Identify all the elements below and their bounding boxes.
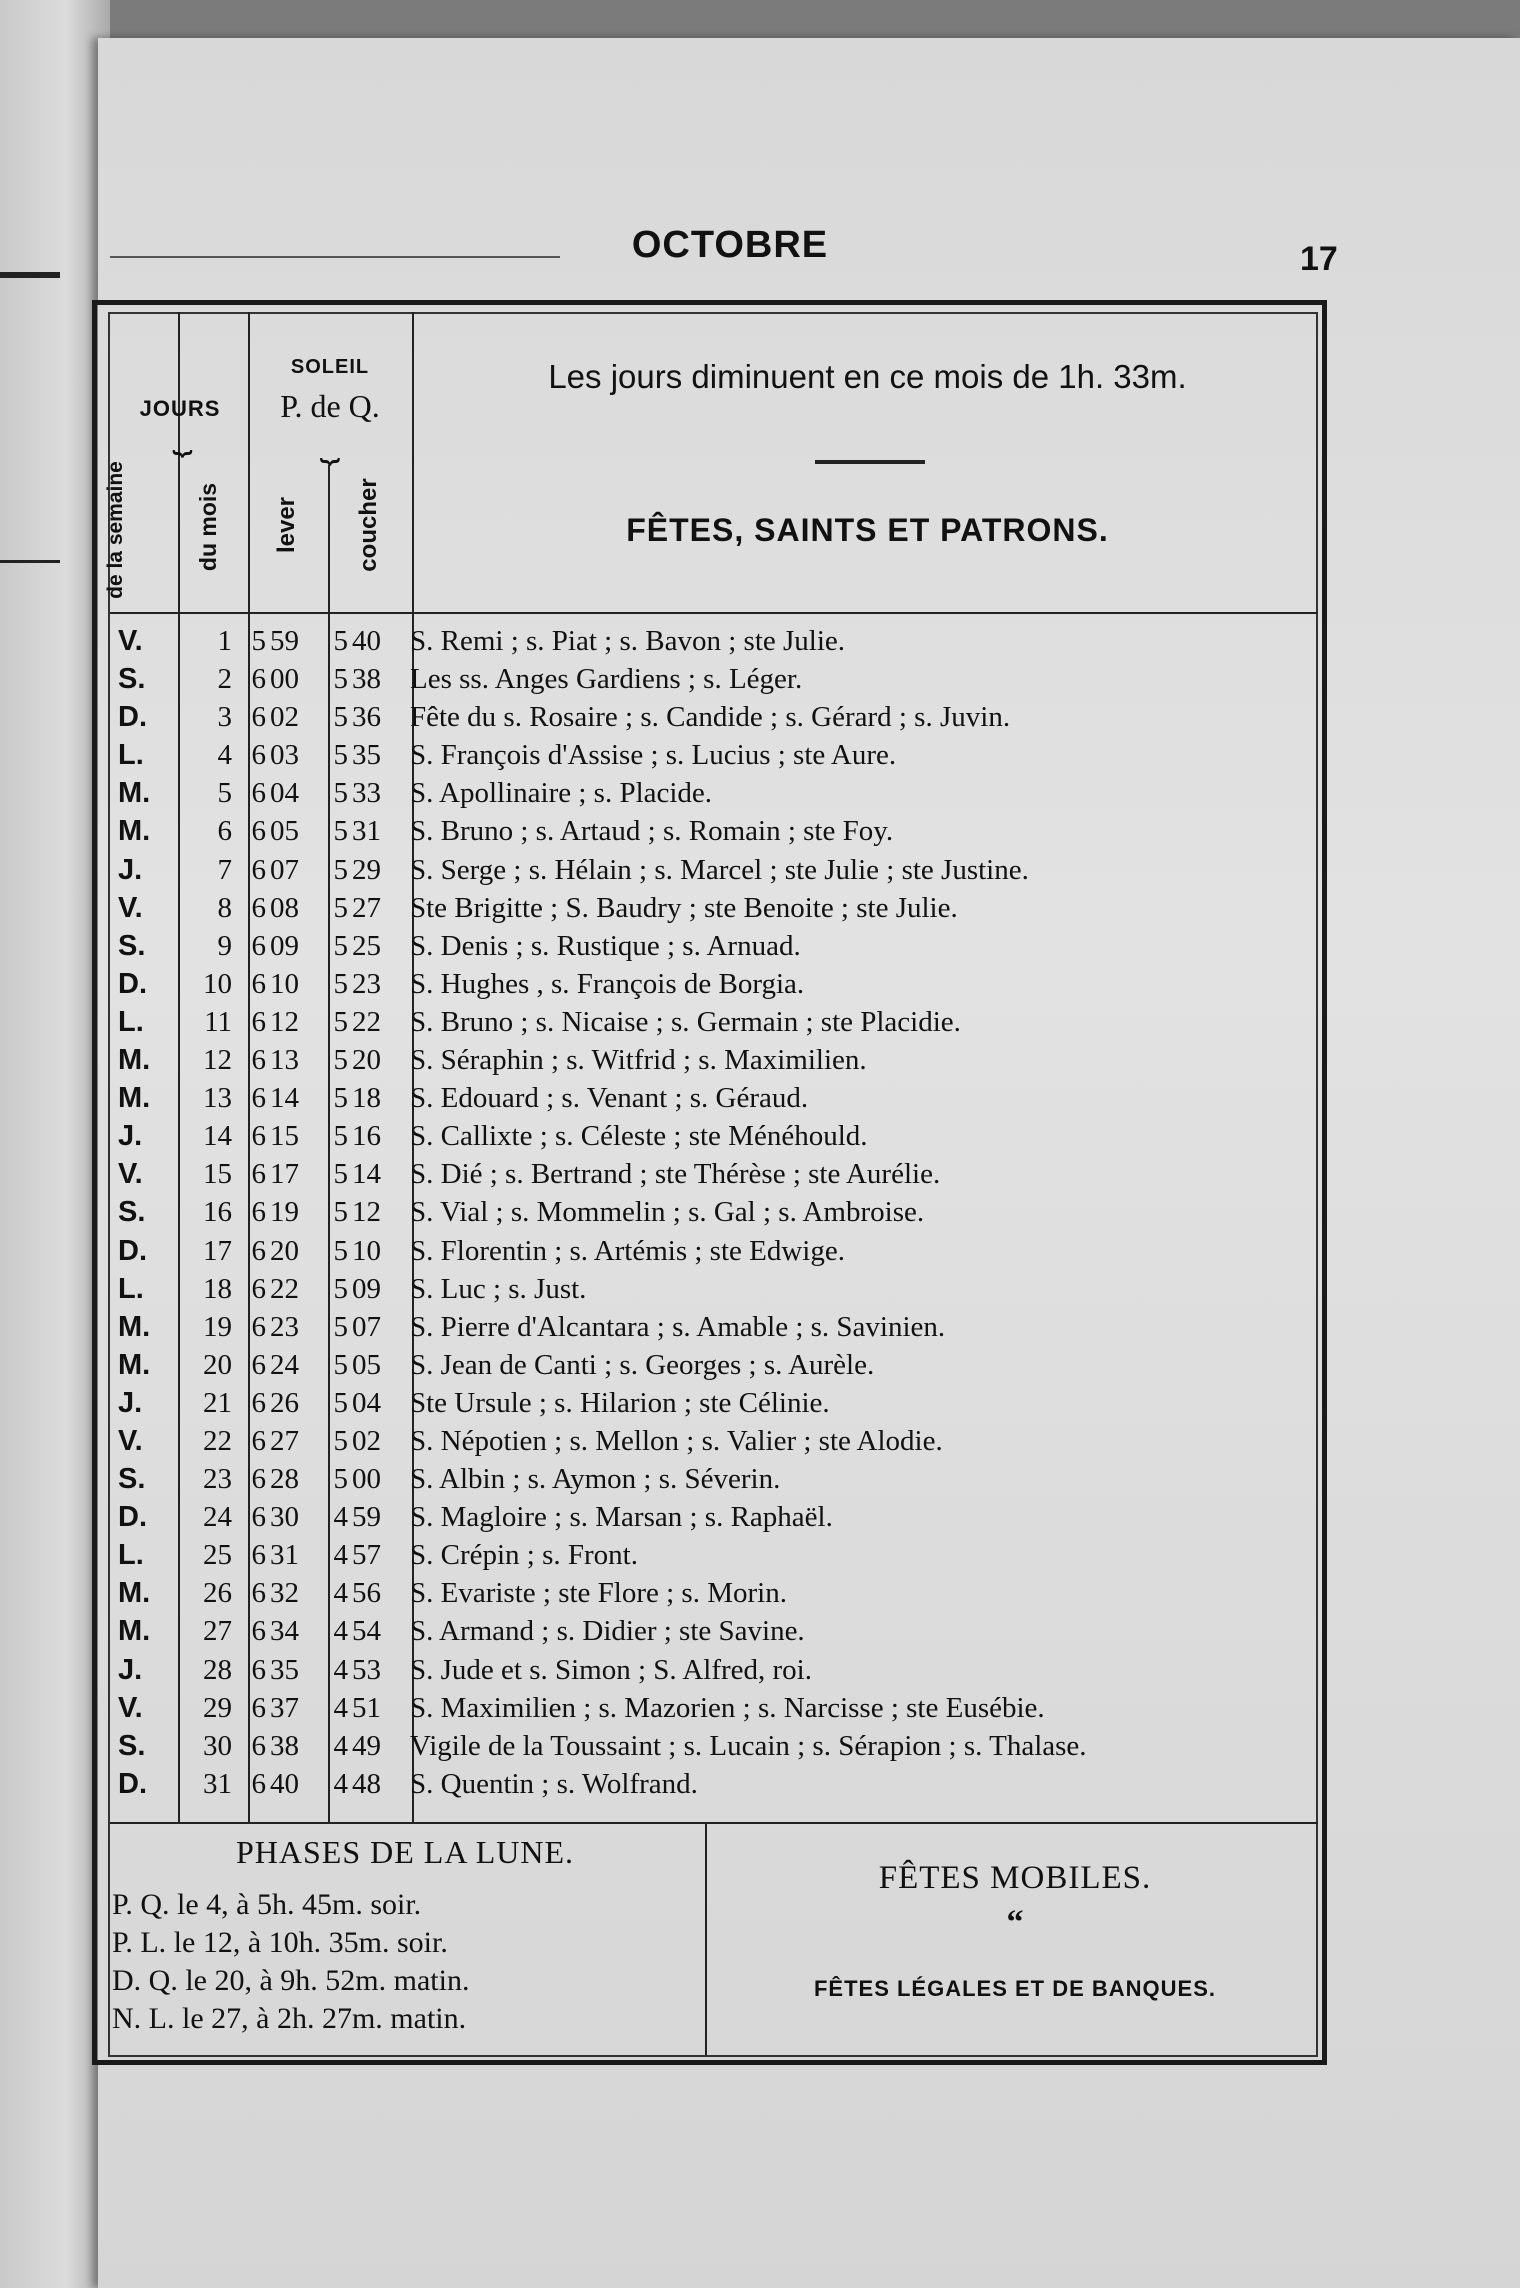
calendar-row xyxy=(110,1155,1325,1193)
sunrise-hour-cell: 6 xyxy=(251,1463,266,1496)
sunset-hour-cell: 5 xyxy=(333,701,348,734)
calendar-row xyxy=(110,1270,1325,1308)
sunset-minute-cell: 10 xyxy=(352,1234,381,1267)
sunset-minute-cell: 22 xyxy=(352,1005,381,1038)
lever-header: lever xyxy=(273,496,300,554)
sunset-minute-cell: 25 xyxy=(352,929,381,962)
sunset-hour-cell: 5 xyxy=(333,739,348,772)
sunrise-minute-cell: 24 xyxy=(270,1348,299,1381)
ditto-mark: “ xyxy=(1006,1904,1024,1941)
day-of-month-cell: 4 xyxy=(217,739,232,772)
saints-cell: S. Magloire ; s. Marsan ; s. Raphaël. xyxy=(410,1501,833,1534)
sunrise-hour-cell: 6 xyxy=(251,1615,266,1648)
sunset-hour-cell: 5 xyxy=(333,1044,348,1077)
page-number: 17 xyxy=(1300,240,1338,278)
day-of-month-cell: 26 xyxy=(203,1577,232,1610)
sunset-minute-cell: 59 xyxy=(352,1501,381,1534)
weekday-cell: V. xyxy=(118,625,143,657)
sunrise-hour-cell: 6 xyxy=(251,1691,266,1724)
saints-cell: S. Evariste ; ste Flore ; s. Morin. xyxy=(410,1577,787,1610)
day-of-month-cell: 17 xyxy=(203,1234,232,1267)
sunset-minute-cell: 04 xyxy=(352,1386,381,1419)
day-of-month-cell: 3 xyxy=(217,701,232,734)
day-of-month-cell: 30 xyxy=(203,1729,232,1762)
saints-cell: S. Edouard ; s. Venant ; s. Géraud. xyxy=(410,1082,809,1115)
calendar-row xyxy=(110,1117,1325,1155)
saints-cell: S. Luc ; s. Just. xyxy=(410,1272,587,1305)
day-of-month-cell: 24 xyxy=(203,1501,232,1534)
sunrise-hour-cell: 6 xyxy=(251,1386,266,1419)
calendar-row xyxy=(110,736,1325,774)
day-of-month-cell: 8 xyxy=(217,891,232,924)
calendar-row xyxy=(110,1003,1325,1041)
sunrise-minute-cell: 37 xyxy=(270,1691,299,1724)
intro-rule xyxy=(815,460,925,464)
calendar-row xyxy=(110,1346,1325,1384)
weekday-cell: M. xyxy=(118,1310,151,1343)
sunset-minute-cell: 31 xyxy=(352,815,381,848)
weekday-cell: J. xyxy=(118,1386,143,1419)
sunset-hour-cell: 4 xyxy=(333,1615,348,1648)
sunset-minute-cell: 48 xyxy=(352,1767,381,1800)
sunrise-hour-cell: 6 xyxy=(251,1539,266,1572)
saints-cell: S. Bruno ; s. Artaud ; s. Romain ; ste Foy. xyxy=(410,815,894,848)
sunset-hour-cell: 5 xyxy=(333,1196,348,1229)
sunrise-hour-cell: 6 xyxy=(251,1577,266,1610)
weekday-cell: V. xyxy=(118,1691,143,1724)
sunrise-hour-cell: 5 xyxy=(251,625,266,657)
sunset-minute-cell: 18 xyxy=(352,1082,381,1115)
sunset-hour-cell: 5 xyxy=(333,853,348,886)
saints-cell: S. Apollinaire ; s. Placide. xyxy=(410,777,713,810)
sunrise-minute-cell: 32 xyxy=(270,1577,299,1610)
day-of-month-cell: 10 xyxy=(203,967,232,1000)
calendar-row xyxy=(110,774,1325,812)
sunset-minute-cell: 02 xyxy=(352,1424,381,1457)
sunrise-hour-cell: 6 xyxy=(251,1120,266,1153)
sunset-hour-cell: 5 xyxy=(333,777,348,810)
sunrise-hour-cell: 6 xyxy=(251,1082,266,1115)
sunrise-hour-cell: 6 xyxy=(251,891,266,924)
moon-phase-line: D. Q. le 20, à 9h. 52m. matin. xyxy=(112,1964,470,1997)
sunset-hour-cell: 5 xyxy=(333,625,348,657)
calendar-row xyxy=(110,1689,1325,1727)
de-la-semaine-header: de la semaine xyxy=(104,461,127,599)
calendar-row xyxy=(110,1384,1325,1422)
footer-section xyxy=(110,1822,1320,2055)
weekday-cell: M. xyxy=(118,1577,151,1610)
sunrise-hour-cell: 6 xyxy=(251,1272,266,1305)
calendar-row xyxy=(110,1536,1325,1574)
saints-cell: S. Remi ; s. Piat ; s. Bavon ; ste Julie. xyxy=(410,625,846,657)
sunrise-minute-cell: 26 xyxy=(270,1386,299,1419)
sunset-minute-cell: 05 xyxy=(352,1348,381,1381)
sunset-minute-cell: 38 xyxy=(352,663,381,696)
soleil-header: SOLEIL xyxy=(290,356,370,378)
day-of-month-cell: 16 xyxy=(203,1196,232,1229)
sunrise-hour-cell: 6 xyxy=(251,1424,266,1457)
sunrise-minute-cell: 30 xyxy=(270,1501,299,1534)
calendar-row xyxy=(110,889,1325,927)
section-title: FÊTES, SAINTS ET PATRONS. xyxy=(626,512,1109,548)
sunrise-hour-cell: 6 xyxy=(251,663,266,696)
saints-cell: Fête du s. Rosaire ; s. Candide ; s. Gérard ; s. Juvin. xyxy=(410,701,1011,734)
calendar-row xyxy=(110,851,1325,889)
sunset-hour-cell: 4 xyxy=(333,1653,348,1686)
weekday-cell: D. xyxy=(118,1767,147,1800)
sunset-hour-cell: 5 xyxy=(333,1386,348,1419)
day-of-month-cell: 22 xyxy=(203,1424,232,1457)
sunrise-minute-cell: 22 xyxy=(270,1272,299,1305)
calendar-row xyxy=(110,1498,1325,1536)
day-of-month-cell: 7 xyxy=(217,853,232,886)
sunrise-minute-cell: 08 xyxy=(270,891,299,924)
sunset-hour-cell: 4 xyxy=(333,1539,348,1572)
sunrise-minute-cell: 27 xyxy=(270,1424,299,1457)
calendar-row xyxy=(110,1574,1325,1612)
weekday-cell: M. xyxy=(118,1348,151,1381)
day-of-month-cell: 14 xyxy=(203,1120,232,1153)
sunrise-hour-cell: 6 xyxy=(251,1501,266,1534)
sunrise-minute-cell: 02 xyxy=(270,701,299,734)
weekday-cell: M. xyxy=(118,1082,151,1115)
sunset-minute-cell: 36 xyxy=(352,701,381,734)
day-of-month-cell: 23 xyxy=(203,1463,232,1496)
sunset-hour-cell: 5 xyxy=(333,663,348,696)
sunrise-minute-cell: 17 xyxy=(270,1158,299,1191)
day-of-month-cell: 20 xyxy=(203,1348,232,1381)
saints-cell: S. Denis ; s. Rustique ; s. Arnuad. xyxy=(410,929,801,962)
sunset-hour-cell: 4 xyxy=(333,1501,348,1534)
sunset-hour-cell: 5 xyxy=(333,1424,348,1457)
day-of-month-cell: 29 xyxy=(203,1691,232,1724)
saints-cell: S. Callixte ; s. Céleste ; ste Ménéhould. xyxy=(410,1120,868,1153)
calendar-row xyxy=(110,1041,1325,1079)
saints-cell: S. Hughes , s. François de Borgia. xyxy=(410,967,805,1000)
sunset-hour-cell: 5 xyxy=(333,1120,348,1153)
sunset-hour-cell: 4 xyxy=(333,1691,348,1724)
du-mois-header: du mois xyxy=(195,482,221,572)
sunset-minute-cell: 53 xyxy=(352,1653,381,1686)
sunset-hour-cell: 4 xyxy=(333,1729,348,1762)
sunset-hour-cell: 5 xyxy=(333,1272,348,1305)
sunrise-hour-cell: 6 xyxy=(251,815,266,848)
weekday-cell: V. xyxy=(118,891,143,924)
calendar-row xyxy=(110,1422,1325,1460)
weekday-cell: D. xyxy=(118,1501,147,1534)
sunset-hour-cell: 5 xyxy=(333,815,348,848)
fetes-mobiles-title: FÊTES MOBILES. xyxy=(878,1860,1152,1896)
weekday-cell: J. xyxy=(118,853,143,886)
month-title: OCTOBRE xyxy=(631,224,829,266)
saints-cell: S. Jude et s. Simon ; S. Alfred, roi. xyxy=(410,1653,812,1686)
sunrise-hour-cell: 6 xyxy=(251,1310,266,1343)
sunrise-minute-cell: 10 xyxy=(270,967,299,1000)
calendar-row xyxy=(110,1765,1325,1803)
day-of-month-cell: 13 xyxy=(203,1082,232,1115)
calendar-row xyxy=(110,1079,1325,1117)
sunrise-minute-cell: 23 xyxy=(270,1310,299,1343)
sunrise-hour-cell: 6 xyxy=(251,1005,266,1038)
sunset-minute-cell: 16 xyxy=(352,1120,381,1153)
sunset-minute-cell: 07 xyxy=(352,1310,381,1343)
weekday-cell: S. xyxy=(118,1729,146,1762)
saints-cell: S. Quentin ; s. Wolfrand. xyxy=(410,1767,698,1800)
saints-cell: S. Maximilien ; s. Mazorien ; s. Narcisse ; ste Eusébie. xyxy=(410,1691,1045,1724)
day-of-month-cell: 11 xyxy=(204,1005,232,1038)
weekday-cell: D. xyxy=(118,967,147,1000)
sunset-hour-cell: 5 xyxy=(333,1348,348,1381)
moon-phase-line: P. Q. le 4, à 5h. 45m. soir. xyxy=(112,1888,422,1921)
calendar-row xyxy=(110,1193,1325,1231)
weekday-cell: L. xyxy=(118,1539,144,1572)
intro-text: Les jours diminuent en ce mois de 1h. 33m. xyxy=(548,358,1187,395)
sunrise-hour-cell: 6 xyxy=(251,1653,266,1686)
sunrise-minute-cell: 07 xyxy=(270,853,299,886)
moon-phase-line: P. L. le 12, à 10h. 35m. soir. xyxy=(112,1926,448,1959)
weekday-cell: J. xyxy=(118,1653,143,1686)
sunrise-minute-cell: 40 xyxy=(270,1767,299,1800)
calendar-row xyxy=(110,698,1325,736)
sunrise-hour-cell: 6 xyxy=(251,739,266,772)
saints-cell: Ste Brigitte ; S. Baudry ; ste Benoite ; ste Julie. xyxy=(410,891,958,924)
weekday-cell: M. xyxy=(118,815,151,848)
adjacent-page-rule xyxy=(0,560,60,563)
sunrise-minute-cell: 31 xyxy=(270,1539,299,1572)
adjacent-page-rule xyxy=(0,272,60,278)
weekday-cell: S. xyxy=(118,1196,146,1229)
sunset-hour-cell: 5 xyxy=(333,1310,348,1343)
sunset-minute-cell: 56 xyxy=(352,1577,381,1610)
day-of-month-cell: 31 xyxy=(203,1767,232,1800)
sunrise-minute-cell: 05 xyxy=(270,815,299,848)
weekday-cell: L. xyxy=(118,1272,144,1305)
saints-cell: Vigile de la Toussaint ; s. Lucain ; s. Sérapion ; s. Thalase. xyxy=(410,1729,1087,1762)
day-of-month-cell: 9 xyxy=(217,929,232,962)
sunset-hour-cell: 5 xyxy=(333,1005,348,1038)
sunrise-hour-cell: 6 xyxy=(251,701,266,734)
calendar-row xyxy=(110,622,1325,660)
calendar-row xyxy=(110,1232,1325,1270)
sunrise-minute-cell: 03 xyxy=(270,739,299,772)
day-of-month-cell: 5 xyxy=(217,777,232,810)
moon-phases-title: PHASES DE LA LUNE. xyxy=(235,1834,574,1870)
sunset-hour-cell: 5 xyxy=(333,967,348,1000)
sunrise-hour-cell: 6 xyxy=(251,967,266,1000)
saints-cell: Les ss. Anges Gardiens ; s. Léger. xyxy=(410,663,803,696)
sunrise-hour-cell: 6 xyxy=(251,1158,266,1191)
sunrise-minute-cell: 19 xyxy=(270,1196,299,1229)
sunset-minute-cell: 40 xyxy=(352,625,381,657)
sunset-minute-cell: 12 xyxy=(352,1196,381,1229)
jours-header: JOURS xyxy=(139,396,221,421)
sunset-minute-cell: 57 xyxy=(352,1539,381,1572)
sunset-hour-cell: 5 xyxy=(333,1082,348,1115)
sunrise-minute-cell: 09 xyxy=(270,929,299,962)
sunrise-minute-cell: 35 xyxy=(270,1653,299,1686)
sunrise-hour-cell: 6 xyxy=(251,929,266,962)
sunrise-minute-cell: 13 xyxy=(270,1044,299,1077)
sunset-minute-cell: 33 xyxy=(352,777,381,810)
saints-cell: Ste Ursule ; s. Hilarion ; ste Célinie. xyxy=(410,1386,830,1419)
sunrise-hour-cell: 6 xyxy=(251,1044,266,1077)
day-of-month-cell: 18 xyxy=(203,1272,232,1305)
day-of-month-cell: 28 xyxy=(203,1653,232,1686)
saints-cell: S. Jean de Canti ; s. Georges ; s. Aurèle. xyxy=(410,1348,875,1381)
header-divider xyxy=(110,612,1318,614)
sunset-hour-cell: 5 xyxy=(333,1158,348,1191)
sunset-minute-cell: 54 xyxy=(352,1615,381,1648)
sunset-hour-cell: 4 xyxy=(333,1577,348,1610)
calendar-row xyxy=(110,660,1325,698)
moon-phase-line: N. L. le 27, à 2h. 27m. matin. xyxy=(112,2002,467,2035)
sunrise-minute-cell: 20 xyxy=(270,1234,299,1267)
sunset-hour-cell: 5 xyxy=(333,1234,348,1267)
header-rule xyxy=(110,256,560,258)
sunrise-hour-cell: 6 xyxy=(251,1348,266,1381)
calendar-rows xyxy=(110,622,1325,1803)
sunset-hour-cell: 5 xyxy=(333,929,348,962)
weekday-cell: V. xyxy=(118,1424,143,1457)
sunset-minute-cell: 49 xyxy=(352,1729,381,1762)
sunset-minute-cell: 14 xyxy=(352,1158,381,1191)
soleil-brace: ⏟ xyxy=(319,426,341,463)
weekday-cell: M. xyxy=(118,1044,151,1077)
calendar-row xyxy=(110,1460,1325,1498)
fetes-legales-title: FÊTES LÉGALES ET DE BANQUES. xyxy=(813,1976,1217,2001)
saints-cell: S. Serge ; s. Hélain ; s. Marcel ; ste Julie ; ste Justine. xyxy=(410,853,1029,886)
saints-cell: S. Dié ; s. Bertrand ; ste Thérèse ; ste Aurélie. xyxy=(410,1158,941,1191)
jours-brace: ⏟ xyxy=(172,418,193,455)
sunset-minute-cell: 35 xyxy=(352,739,381,772)
soleil-subheader: P. de Q. xyxy=(280,388,380,424)
day-of-month-cell: 15 xyxy=(203,1158,232,1191)
saints-cell: S. Albin ; s. Aymon ; s. Séverin. xyxy=(410,1463,781,1496)
sunset-hour-cell: 5 xyxy=(333,891,348,924)
sunrise-minute-cell: 15 xyxy=(270,1120,299,1153)
weekday-cell: S. xyxy=(118,1463,146,1496)
day-of-month-cell: 21 xyxy=(203,1386,232,1419)
saints-cell: S. Armand ; s. Didier ; ste Savine. xyxy=(410,1615,805,1648)
day-of-month-cell: 12 xyxy=(203,1044,232,1077)
saints-cell: S. Séraphin ; s. Witfrid ; s. Maximilien. xyxy=(410,1044,867,1077)
sunrise-hour-cell: 6 xyxy=(251,1729,266,1762)
sunset-hour-cell: 4 xyxy=(333,1767,348,1800)
sunrise-hour-cell: 6 xyxy=(251,1234,266,1267)
saints-cell: S. Vial ; s. Mommelin ; s. Gal ; s. Ambroise. xyxy=(410,1196,925,1229)
saints-cell: S. Pierre d'Alcantara ; s. Amable ; s. Savinien. xyxy=(410,1310,946,1343)
day-of-month-cell: 19 xyxy=(203,1310,232,1343)
saints-cell: S. Florentin ; s. Artémis ; ste Edwige. xyxy=(410,1234,845,1267)
sunset-minute-cell: 23 xyxy=(352,967,381,1000)
sunset-minute-cell: 51 xyxy=(352,1691,381,1724)
saints-cell: S. François d'Assise ; s. Lucius ; ste Aure. xyxy=(410,739,897,772)
calendar-row xyxy=(110,1308,1325,1346)
sunset-minute-cell: 09 xyxy=(352,1272,381,1305)
coucher-header: coucher xyxy=(355,478,382,572)
weekday-cell: L. xyxy=(118,739,144,772)
sunrise-hour-cell: 6 xyxy=(251,853,266,886)
saints-cell: S. Crépin ; s. Front. xyxy=(410,1539,638,1572)
calendar-row xyxy=(110,1727,1325,1765)
sunrise-hour-cell: 6 xyxy=(251,1767,266,1800)
weekday-cell: L. xyxy=(118,1005,144,1038)
saints-cell: S. Népotien ; s. Mellon ; s. Valier ; ste Alodie. xyxy=(410,1424,943,1457)
day-of-month-cell: 1 xyxy=(217,625,232,657)
weekday-cell: D. xyxy=(118,1234,147,1267)
weekday-cell: M. xyxy=(118,777,151,810)
sunset-minute-cell: 00 xyxy=(352,1463,381,1496)
sunrise-minute-cell: 14 xyxy=(270,1082,299,1115)
calendar-row xyxy=(110,812,1325,850)
sunrise-minute-cell: 38 xyxy=(270,1729,299,1762)
weekday-cell: J. xyxy=(118,1120,143,1153)
calendar-row xyxy=(110,1612,1325,1650)
sunrise-minute-cell: 12 xyxy=(270,1005,299,1038)
sunset-minute-cell: 20 xyxy=(352,1044,381,1077)
sunrise-minute-cell: 04 xyxy=(270,777,299,810)
calendar-row xyxy=(110,1651,1325,1689)
sunrise-hour-cell: 6 xyxy=(251,1196,266,1229)
weekday-cell: S. xyxy=(118,929,146,962)
sunrise-minute-cell: 00 xyxy=(270,663,299,696)
sunset-hour-cell: 5 xyxy=(333,1463,348,1496)
weekday-cell: D. xyxy=(118,701,147,734)
sunset-minute-cell: 27 xyxy=(352,891,381,924)
day-of-month-cell: 25 xyxy=(203,1539,232,1572)
day-of-month-cell: 6 xyxy=(217,815,232,848)
weekday-cell: S. xyxy=(118,663,146,696)
sunrise-minute-cell: 28 xyxy=(270,1463,299,1496)
sunrise-hour-cell: 6 xyxy=(251,777,266,810)
sunset-minute-cell: 29 xyxy=(352,853,381,886)
sunrise-minute-cell: 59 xyxy=(270,625,299,657)
day-of-month-cell: 2 xyxy=(217,663,232,696)
weekday-cell: M. xyxy=(118,1615,151,1648)
saints-cell: S. Bruno ; s. Nicaise ; s. Germain ; ste Placidie. xyxy=(410,1005,961,1038)
sunrise-minute-cell: 34 xyxy=(270,1615,299,1648)
calendar-row xyxy=(110,927,1325,965)
calendar-row xyxy=(110,965,1325,1003)
weekday-cell: V. xyxy=(118,1158,143,1191)
day-of-month-cell: 27 xyxy=(203,1615,232,1648)
